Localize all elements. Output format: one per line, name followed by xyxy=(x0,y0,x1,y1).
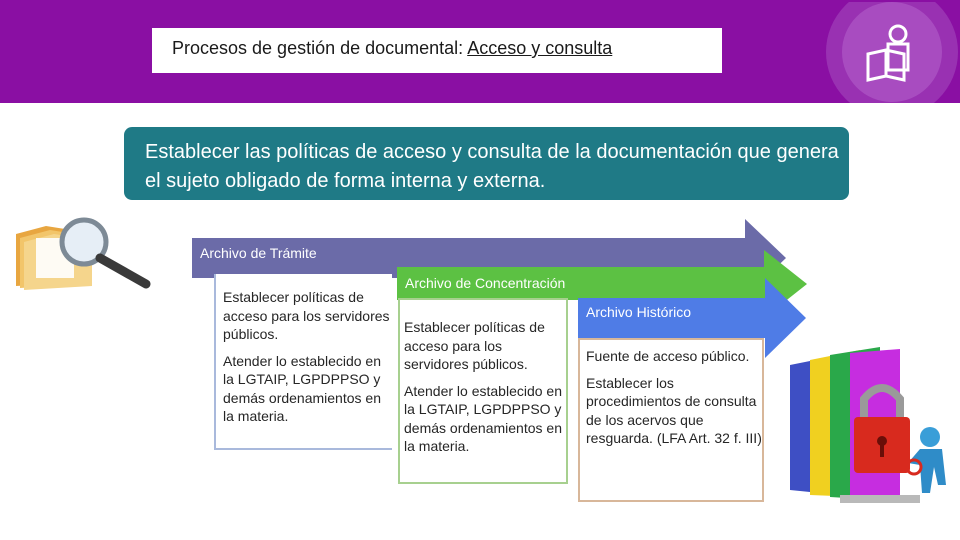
title-underlined: Acceso y consulta xyxy=(467,38,613,58)
stage-item: Atender lo establecido en la LGTAIP, LGPDPPSO y demás ordenamientos en la materia. xyxy=(404,382,562,454)
objective-text: Establecer las políticas de acceso y consulta de la documentación que genera el sujeto obligado de forma interna y externa. xyxy=(145,141,839,192)
stage-item: Establecer los procedimientos de consulta de los acervos que resguarda. (LFA Art. 32 f. III) xyxy=(586,374,762,446)
stage-box-concentracion xyxy=(398,298,568,484)
stage-label-concentracion: Archivo de Concentración xyxy=(405,275,566,291)
stage-box-tramite xyxy=(214,274,392,450)
stage-label-tramite: Archivo de Trámite xyxy=(200,245,317,261)
stage-item: Fuente de acceso público. xyxy=(586,348,750,364)
stage-label-historico: Archivo Histórico xyxy=(586,304,692,320)
title-prefix: Procesos de gestión de documental: xyxy=(172,38,468,58)
folders-padlock-icon xyxy=(770,325,960,510)
stage-box-historico xyxy=(578,338,764,502)
stage-item: Atender lo establecido en la LGTAIP, LGPDPPSO y demás ordenamientos en la materia. xyxy=(223,352,381,424)
stage-item: Establecer políticas de acceso para los servidores públicos. xyxy=(223,289,390,342)
stage-item: Establecer políticas de acceso para los servidores públicos. xyxy=(404,319,545,372)
